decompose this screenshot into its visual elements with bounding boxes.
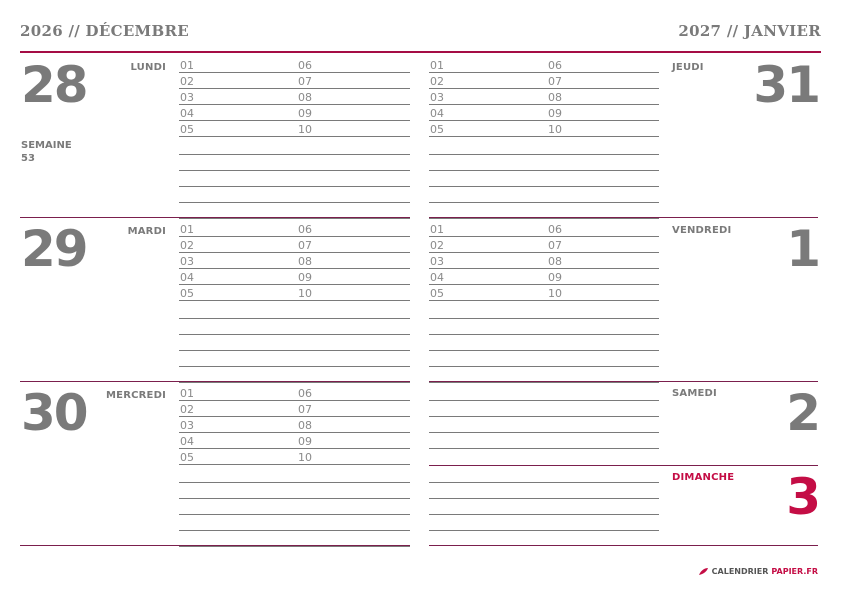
writing-line — [179, 136, 410, 137]
day-name-thursday: JEUDI — [672, 62, 704, 73]
writing-line — [429, 448, 659, 449]
hour-label: 01 — [180, 223, 194, 236]
writing-line — [179, 104, 410, 105]
writing-line — [179, 382, 410, 383]
hour-label: 04 — [430, 107, 444, 120]
writing-line — [429, 366, 659, 367]
hour-label: 07 — [298, 75, 312, 88]
writing-line — [179, 268, 410, 269]
writing-line — [429, 236, 659, 237]
hour-label: 10 — [548, 287, 562, 300]
day-name-monday: LUNDI — [130, 62, 166, 73]
hour-label: 09 — [298, 435, 312, 448]
writing-line — [429, 400, 659, 401]
hour-label: 03 — [180, 91, 194, 104]
hour-label: 02 — [180, 403, 194, 416]
month-title-january: 2027 // JANVIER — [678, 22, 821, 40]
hour-label: 03 — [180, 255, 194, 268]
month-title-december: 2026 // DÉCEMBRE — [20, 22, 189, 40]
writing-line — [179, 448, 410, 449]
writing-line — [429, 334, 659, 335]
writing-line — [179, 218, 410, 219]
day-separator — [429, 381, 818, 382]
writing-line — [429, 514, 659, 515]
week-label: SEMAINE — [21, 140, 72, 151]
writing-line — [179, 88, 410, 89]
day-separator — [20, 381, 410, 382]
day-number-saturday: 2 — [786, 384, 819, 442]
writing-line — [429, 300, 659, 301]
hour-label: 05 — [430, 287, 444, 300]
hour-label: 08 — [298, 255, 312, 268]
writing-line — [179, 464, 410, 465]
day-number-sunday: 3 — [786, 468, 819, 526]
writing-line — [429, 72, 659, 73]
day-name-wednesday: MERCREDI — [106, 390, 166, 401]
brand-prefix: CALENDRIER — [711, 567, 769, 576]
day-separator — [20, 545, 410, 546]
hour-label: 02 — [180, 75, 194, 88]
header-rule — [20, 51, 821, 53]
writing-line — [429, 218, 659, 219]
week-indicator — [21, 139, 72, 165]
hour-label: 03 — [430, 91, 444, 104]
hour-label: 04 — [430, 271, 444, 284]
writing-line — [429, 284, 659, 285]
hour-label: 10 — [298, 287, 312, 300]
day-separator — [429, 465, 818, 466]
hour-label: 04 — [180, 107, 194, 120]
hour-label: 01 — [180, 59, 194, 72]
writing-line — [179, 498, 410, 499]
writing-line — [429, 382, 659, 383]
writing-line — [179, 334, 410, 335]
writing-line — [429, 268, 659, 269]
hour-label: 09 — [548, 107, 562, 120]
writing-line — [179, 170, 410, 171]
hour-label: 03 — [180, 419, 194, 432]
writing-line — [179, 236, 410, 237]
hour-label: 05 — [180, 451, 194, 464]
writing-line — [179, 186, 410, 187]
hour-label: 07 — [548, 75, 562, 88]
writing-line — [179, 482, 410, 483]
writing-line — [179, 202, 410, 203]
hour-label: 02 — [430, 239, 444, 252]
hour-label: 02 — [430, 75, 444, 88]
hour-label: 06 — [298, 223, 312, 236]
day-number-friday: 1 — [786, 220, 819, 278]
hour-label: 08 — [548, 91, 562, 104]
day-separator — [20, 217, 410, 218]
day-separator — [429, 217, 818, 218]
writing-line — [179, 400, 410, 401]
day-name-tuesday: MARDI — [127, 226, 166, 237]
hour-label: 07 — [548, 239, 562, 252]
hour-label: 06 — [548, 59, 562, 72]
writing-line — [429, 530, 659, 531]
writing-line — [179, 284, 410, 285]
hour-label: 08 — [298, 91, 312, 104]
hour-label: 10 — [298, 123, 312, 136]
writing-line — [429, 120, 659, 121]
hour-label: 04 — [180, 435, 194, 448]
hour-label: 01 — [180, 387, 194, 400]
brand-accent: PAPIER.FR — [771, 567, 818, 576]
hour-label: 10 — [298, 451, 312, 464]
day-separator — [429, 545, 818, 546]
writing-line — [179, 546, 410, 547]
hour-label: 08 — [548, 255, 562, 268]
writing-line — [179, 154, 410, 155]
writing-line — [179, 530, 410, 531]
writing-line — [179, 120, 410, 121]
hour-label: 10 — [548, 123, 562, 136]
brand-logo — [698, 567, 818, 576]
hour-label: 05 — [180, 123, 194, 136]
day-name-friday: VENDREDI — [672, 225, 732, 236]
writing-line — [179, 514, 410, 515]
hour-label: 03 — [430, 255, 444, 268]
writing-line — [429, 318, 659, 319]
hour-label: 06 — [548, 223, 562, 236]
hour-label: 09 — [298, 107, 312, 120]
writing-line — [429, 88, 659, 89]
day-number-monday: 28 — [21, 56, 87, 114]
writing-line — [179, 366, 410, 367]
hour-label: 04 — [180, 271, 194, 284]
hour-label: 06 — [298, 59, 312, 72]
writing-line — [429, 136, 659, 137]
hour-label: 09 — [548, 271, 562, 284]
writing-line — [179, 416, 410, 417]
hour-label: 09 — [298, 271, 312, 284]
feather-icon — [698, 567, 709, 576]
writing-line — [429, 498, 659, 499]
writing-line — [429, 186, 659, 187]
hour-label: 07 — [298, 403, 312, 416]
writing-line — [429, 104, 659, 105]
writing-line — [429, 170, 659, 171]
hour-label: 05 — [430, 123, 444, 136]
writing-line — [179, 252, 410, 253]
hour-label: 05 — [180, 287, 194, 300]
writing-line — [179, 350, 410, 351]
hour-label: 08 — [298, 419, 312, 432]
day-name-saturday: SAMEDI — [672, 388, 717, 399]
writing-line — [429, 416, 659, 417]
writing-line — [429, 154, 659, 155]
hour-label: 07 — [298, 239, 312, 252]
hour-label: 01 — [430, 59, 444, 72]
hour-label: 06 — [298, 387, 312, 400]
day-number-tuesday: 29 — [21, 220, 87, 278]
writing-line — [179, 318, 410, 319]
day-number-thursday: 31 — [753, 56, 819, 114]
writing-line — [429, 252, 659, 253]
day-number-wednesday: 30 — [21, 384, 87, 442]
writing-line — [429, 350, 659, 351]
writing-line — [179, 300, 410, 301]
day-name-sunday: DIMANCHE — [672, 472, 735, 483]
writing-line — [179, 432, 410, 433]
writing-line — [429, 202, 659, 203]
hour-label: 01 — [430, 223, 444, 236]
hour-label: 02 — [180, 239, 194, 252]
writing-line — [429, 482, 659, 483]
writing-line — [179, 72, 410, 73]
writing-line — [429, 432, 659, 433]
week-number: 53 — [21, 153, 35, 164]
